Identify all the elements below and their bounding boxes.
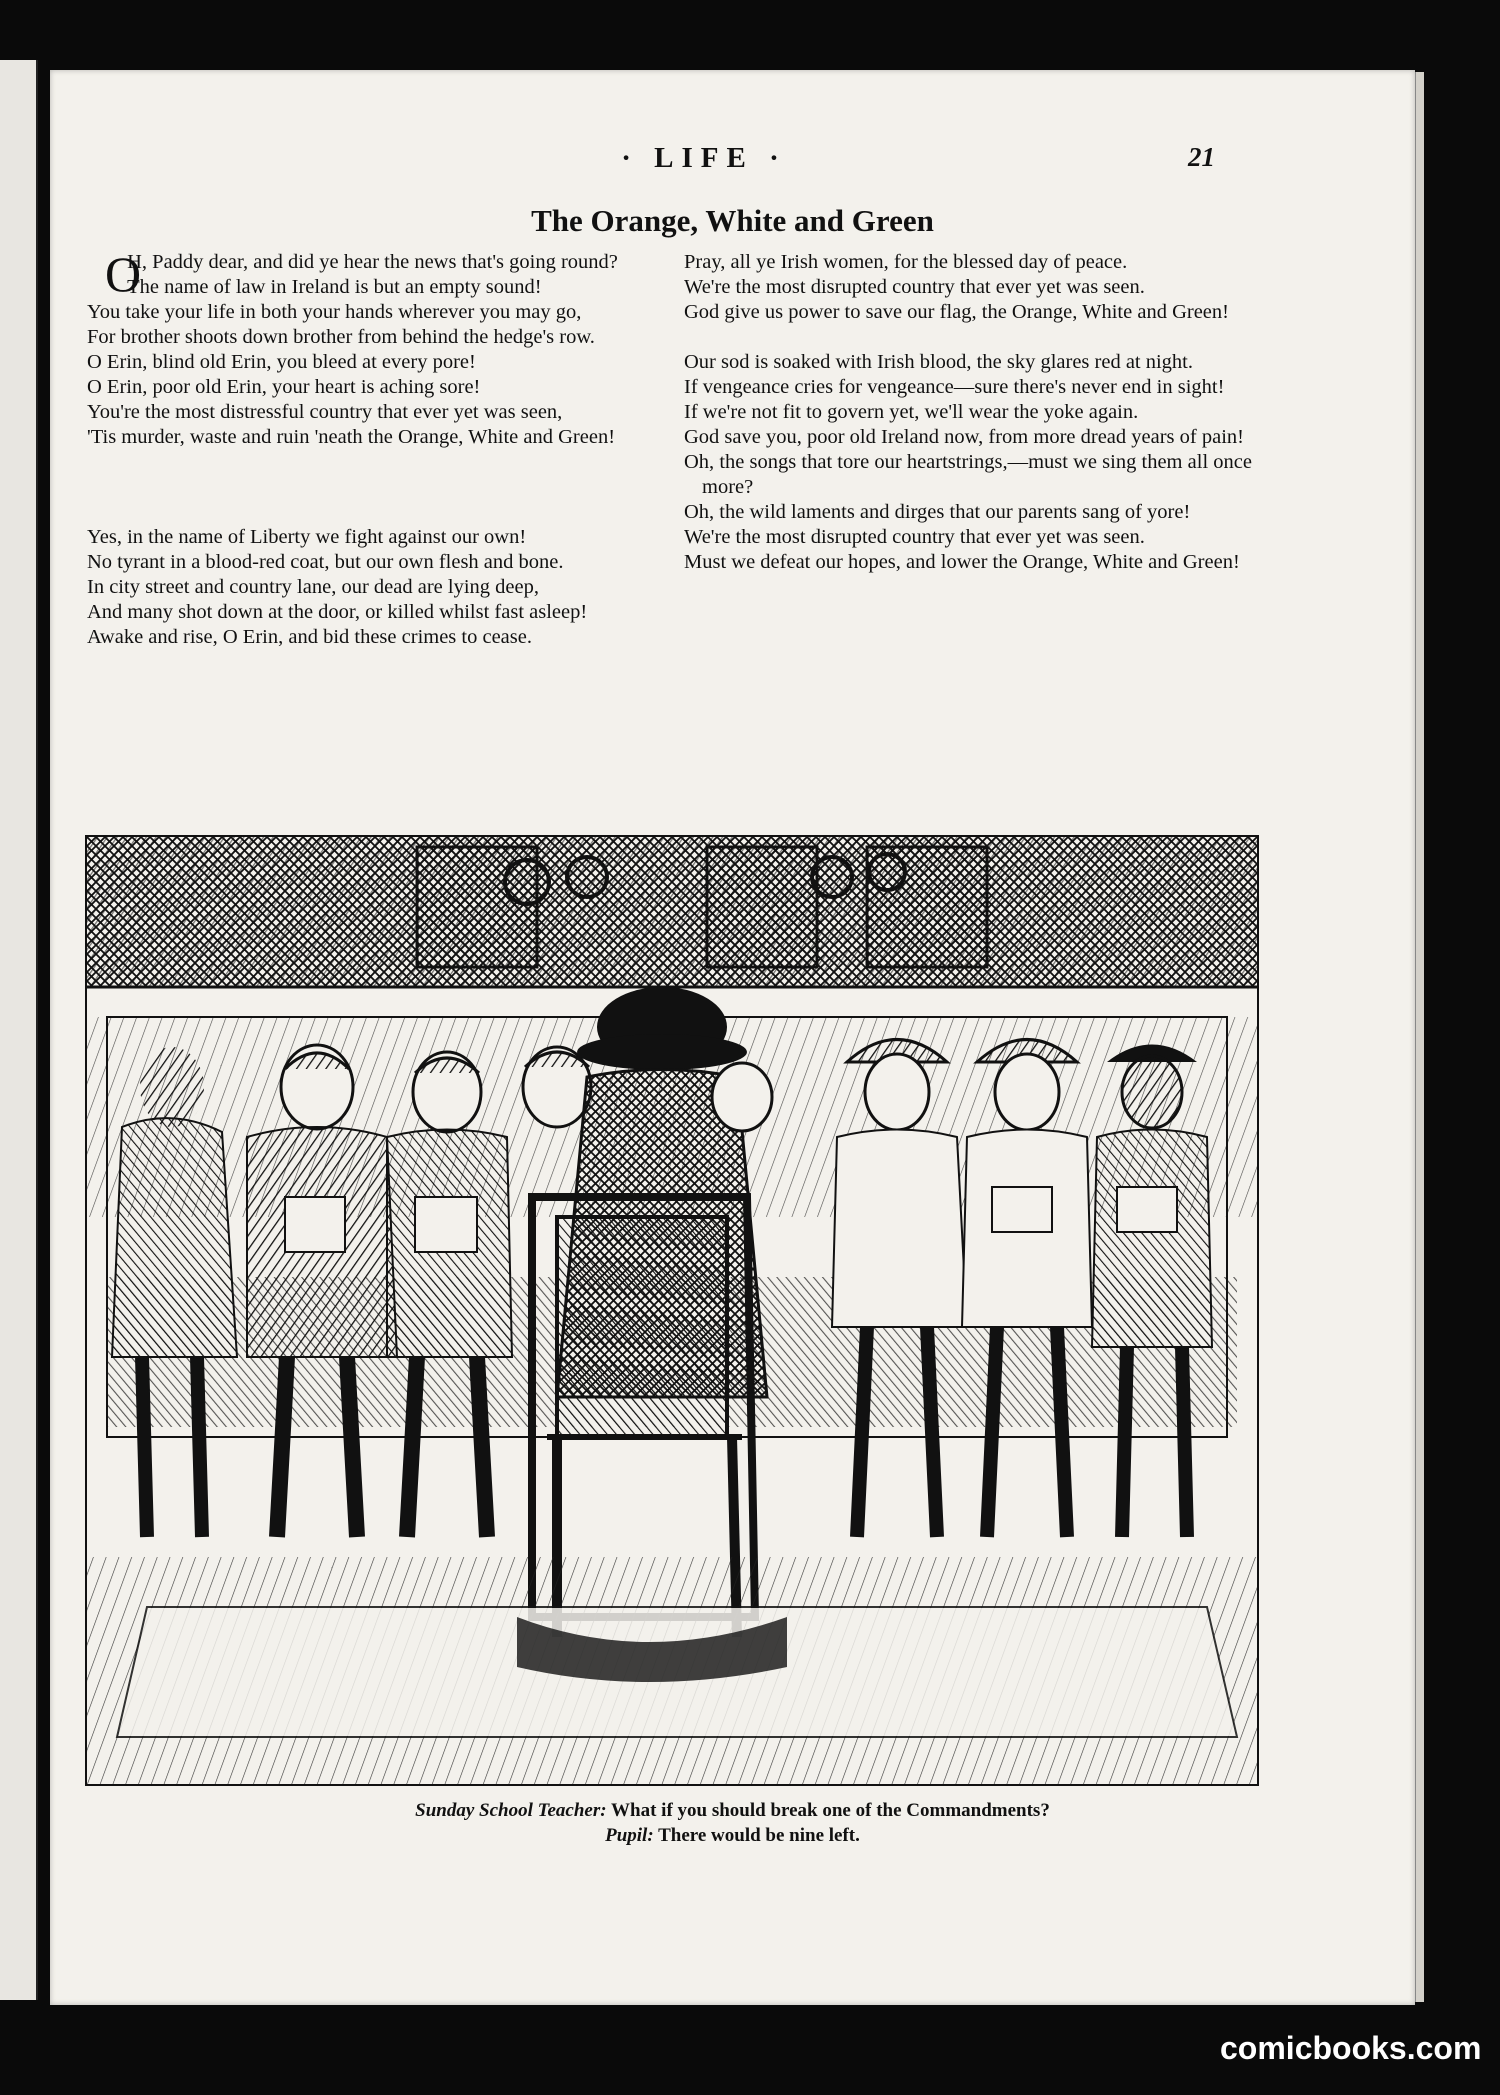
- poem-line: 'Tis murder, waste and ruin 'neath the Orange, White and Green!: [87, 426, 616, 448]
- poem-line: O Erin, poor old Erin, your heart is aching sore!: [87, 376, 481, 398]
- poem-line: You're the most distressful country that ever yet was seen,: [87, 401, 563, 423]
- poem-left-column: [87, 246, 655, 675]
- caption-speaker: Pupil:: [605, 1825, 654, 1846]
- poem-line: The name of law in Ireland is but an empty sound!: [127, 276, 542, 298]
- poem-line: You take your life in both your hands wherever you may go,: [87, 301, 582, 323]
- caption-text: What if you should break one of the Commandments?: [611, 1800, 1050, 1821]
- drop-cap: O: [105, 246, 142, 302]
- poem-line-text: H, Paddy dear, and did ye hear the news that's going round?: [127, 251, 618, 273]
- poem-line: O Erin, blind old Erin, you bleed at every pore!: [87, 351, 476, 373]
- cartoon-illustration: [85, 835, 1259, 1786]
- poem-line: Awake and rise, O Erin, and bid these crimes to cease.: [87, 626, 532, 648]
- stanza-3: [684, 250, 1252, 325]
- stanza-4: [684, 350, 1252, 575]
- cartoon-caption: [50, 1798, 1415, 1848]
- poem-line: We're the most disrupted country that ever yet was seen.: [684, 526, 1145, 548]
- right-page-edge: [1415, 72, 1424, 2002]
- cartoon-drawing: [87, 837, 1257, 1784]
- poem-line: Our sod is soaked with Irish blood, the sky glares red at night.: [684, 351, 1194, 373]
- caption-speaker: Sunday School Teacher:: [415, 1800, 607, 1821]
- poem-line: Oh, the songs that tore our heartstrings,—must we sing them all once more?: [684, 451, 1252, 498]
- left-page-edge: [0, 60, 38, 2000]
- poem-line: If we're not fit to govern yet, we'll wear the yoke again.: [684, 401, 1139, 423]
- poem-line: Oh, the wild laments and dirges that our parents sang of yore!: [684, 501, 1191, 523]
- poem-line: And many shot down at the door, or killed whilst fast asleep!: [87, 601, 588, 623]
- poem-line: Pray, all ye Irish women, for the blessed day of peace.: [684, 251, 1128, 273]
- watermark: comicbooks.com: [1220, 2030, 1482, 2066]
- stanza-2: [87, 525, 655, 650]
- poem-line: God save you, poor old Ireland now, from more dread years of pain!: [684, 426, 1244, 448]
- caption-line-1: [50, 1798, 1415, 1823]
- running-head: [50, 142, 1415, 182]
- poem-line: For brother shoots down brother from behind the hedge's row.: [87, 326, 595, 348]
- poem-line: Yes, in the name of Liberty we fight against our own!: [87, 526, 527, 548]
- poem-right-column: [684, 250, 1252, 600]
- magazine-title: · LIFE ·: [621, 142, 787, 174]
- poem-line: Must we defeat our hopes, and lower the Orange, White and Green!: [684, 551, 1240, 573]
- page-number: 21: [1188, 142, 1215, 172]
- poem-line: We're the most disrupted country that ever yet was seen.: [684, 276, 1145, 298]
- poem-line: In city street and country lane, our dead are lying deep,: [87, 576, 539, 598]
- caption-text: There would be nine left.: [658, 1825, 860, 1846]
- poem-line: No tyrant in a blood-red coat, but our own flesh and bone.: [87, 551, 564, 573]
- magazine-page: [50, 70, 1415, 2005]
- stanza-1: [87, 246, 655, 450]
- poem-line: If vengeance cries for vengeance—sure there's never end in sight!: [684, 376, 1225, 398]
- poem-title: The Orange, White and Green: [531, 203, 934, 238]
- caption-line-2: [50, 1823, 1415, 1848]
- poem-line: God give us power to save our flag, the Orange, White and Green!: [684, 301, 1229, 323]
